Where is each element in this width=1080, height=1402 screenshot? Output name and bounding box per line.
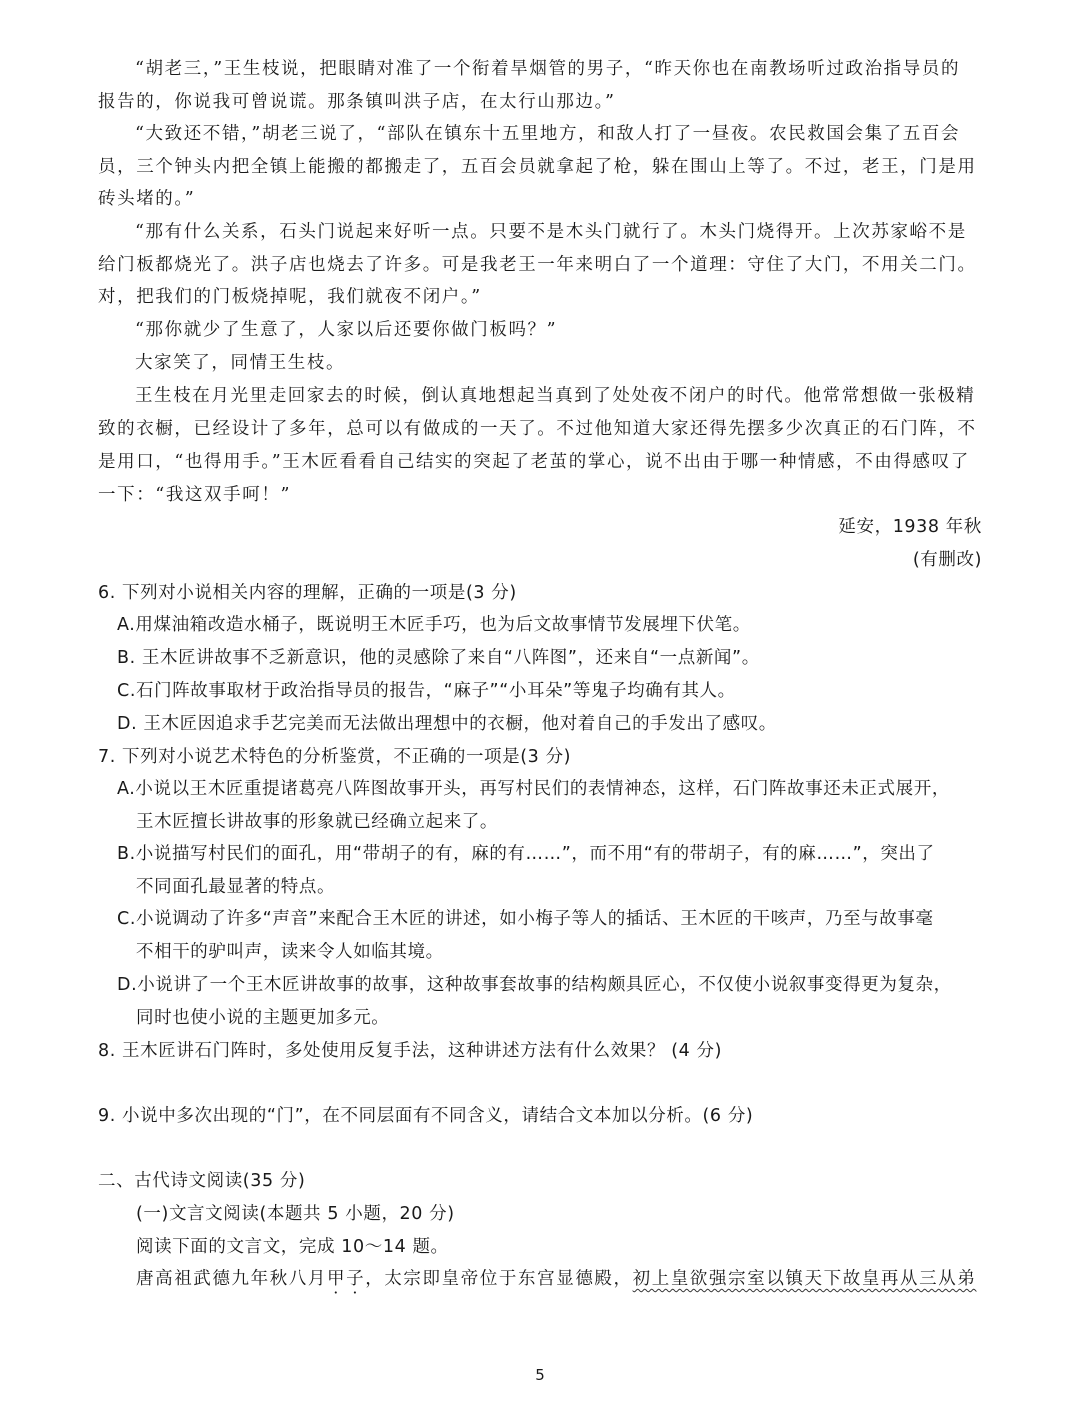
question-7-option-b-line2: 不同面孔最显著的特点。 [136, 877, 336, 897]
story-line: 王生枝在月光里走回家去的时候，倒认真地想起当真到了处处夜不闭户的时代。他常常想做一张极精 [135, 386, 976, 406]
question-7-option-d-line1: D.小说讲了一个王木匠讲故事的故事，这种故事套故事的结构颇具匠心，不仅使小说叙事变得更为复杂， [117, 975, 952, 995]
story-line: 员，三个钟头内把全镇上能搬的都搬走了，五百会员就拿起了枪，躲在围山上等了。不过，老王，门是用 [98, 157, 977, 177]
section-2-instruction: 阅读下面的文言文，完成 10～14 题。 [136, 1237, 449, 1257]
story-line: 是用口，“也得用手。”王木匠看看自己结实的突起了老茧的掌心，说不出由于哪一种情感，不由得感叹了 [98, 452, 970, 472]
question-7-option-a-line2: 王木匠擅长讲故事的形象就已经确立起来了。 [136, 812, 498, 832]
story-line: “那你就少了生意了，人家以后还要你做门板吗？” [135, 320, 558, 340]
section-2-title: 二、古代诗文阅读(35 分) [98, 1171, 306, 1191]
story-line: 给门板都烧光了。洪子店也烧去了许多。可是我老王一年来明白了一个道理：守住了大门，不用关二门。 [98, 255, 977, 275]
story-edit-note: (有删改) [912, 550, 982, 570]
classical-passage-line [136, 1267, 976, 1291]
question-7-option-b-line1: B.小说描写村民们的面孔，用“带胡子的有，麻的有……”，而不用“有的带胡子，有的麻……”，突出了 [117, 844, 935, 864]
story-line: 一下：“我这双手呵！” [98, 485, 291, 505]
story-line: 砖头堵的。” [98, 189, 196, 209]
story-line: “大致还不错，”胡老三说了，“部队在镇东十五里地方，和敌人打了一昼夜。农民救国会集了五百会 [135, 124, 961, 144]
question-7-option-c-line2: 不相干的驴叫声，读来令人如临其境。 [136, 942, 444, 962]
passage-text: ，太宗即皇帝位于东宫显德殿， [365, 1269, 633, 1289]
section-2-subtitle: (一)文言文阅读(本题共 5 小题，20 分) [136, 1204, 455, 1224]
question-6-option-b: B. 王木匠讲故事不乏新意识，他的灵感除了来自“八阵图”，还来自“一点新闻”。 [117, 648, 760, 668]
page-number: 5 [535, 1366, 545, 1384]
question-6-stem: 6. 下列对小说相关内容的理解，正确的一项是(3 分) [98, 583, 517, 603]
question-9: 9. 小说中多次出现的“门”，在不同层面有不同含义，请结合文本加以分析。(6 分) [98, 1106, 754, 1126]
wavy-underlined-text: 初上皇欲强宗室以镇天下故皇再从三从弟 [632, 1269, 977, 1289]
story-place-date: 延安，1938 年秋 [838, 517, 982, 537]
story-line: 致的衣橱，已经设计了多年，总可以有做成的一天了。不过他知道大家还得先摆多少次真正的石门阵，不 [98, 419, 977, 439]
question-6-option-d: D. 王木匠因追求手艺完美而无法做出理想中的衣橱，他对着自己的手发出了感叹。 [117, 714, 777, 734]
passage-text: 唐高祖武德九年秋八月 [136, 1269, 327, 1289]
question-7-option-c-line1: C.小说调动了许多“声音”来配合王木匠的讲述，如小梅子等人的插话、王木匠的干咳声，乃至与故事毫 [117, 909, 934, 929]
question-6-option-a: A.用煤油箱改造水桶子，既说明王木匠手巧，也为后文故事情节发展埋下伏笔。 [117, 615, 751, 635]
story-line: 报告的，你说我可曾说谎。那条镇叫洪子店，在太行山那边。” [98, 92, 616, 112]
dotted-char: 子 [346, 1269, 366, 1289]
story-line: “那有什么关系，石头门说起来好听一点。只要不是木头门就行了。木头门烧得开。上次苏家峪不是 [135, 222, 967, 242]
story-line: 对，把我们的门板烧掉呢，我们就夜不闭户。” [98, 287, 482, 307]
dotted-char: 甲 [327, 1269, 347, 1289]
question-7-stem: 7. 下列对小说艺术特色的分析鉴赏，不正确的一项是(3 分) [98, 747, 572, 767]
question-6-option-c: C.石门阵故事取材于政治指导员的报告，“麻子”“小耳朵”等鬼子均确有其人。 [117, 681, 736, 701]
story-line: “胡老三，”王生枝说，把眼睛对准了一个衔着旱烟管的男子，“昨天你也在南教场听过政治指导员的 [135, 59, 961, 79]
question-7-option-d-line2: 同时也使小说的主题更加多元。 [136, 1008, 390, 1028]
story-line: 大家笑了，同情王生枝。 [135, 353, 346, 373]
question-8: 8. 王木匠讲石门阵时，多处使用反复手法，这种讲述方法有什么效果？ (4 分) [98, 1041, 723, 1061]
question-7-option-a-line1: A.小说以王木匠重提诸葛亮八阵图故事开头，再写村民们的表情神态，这样，石门阵故事还未正式展开， [117, 779, 950, 799]
